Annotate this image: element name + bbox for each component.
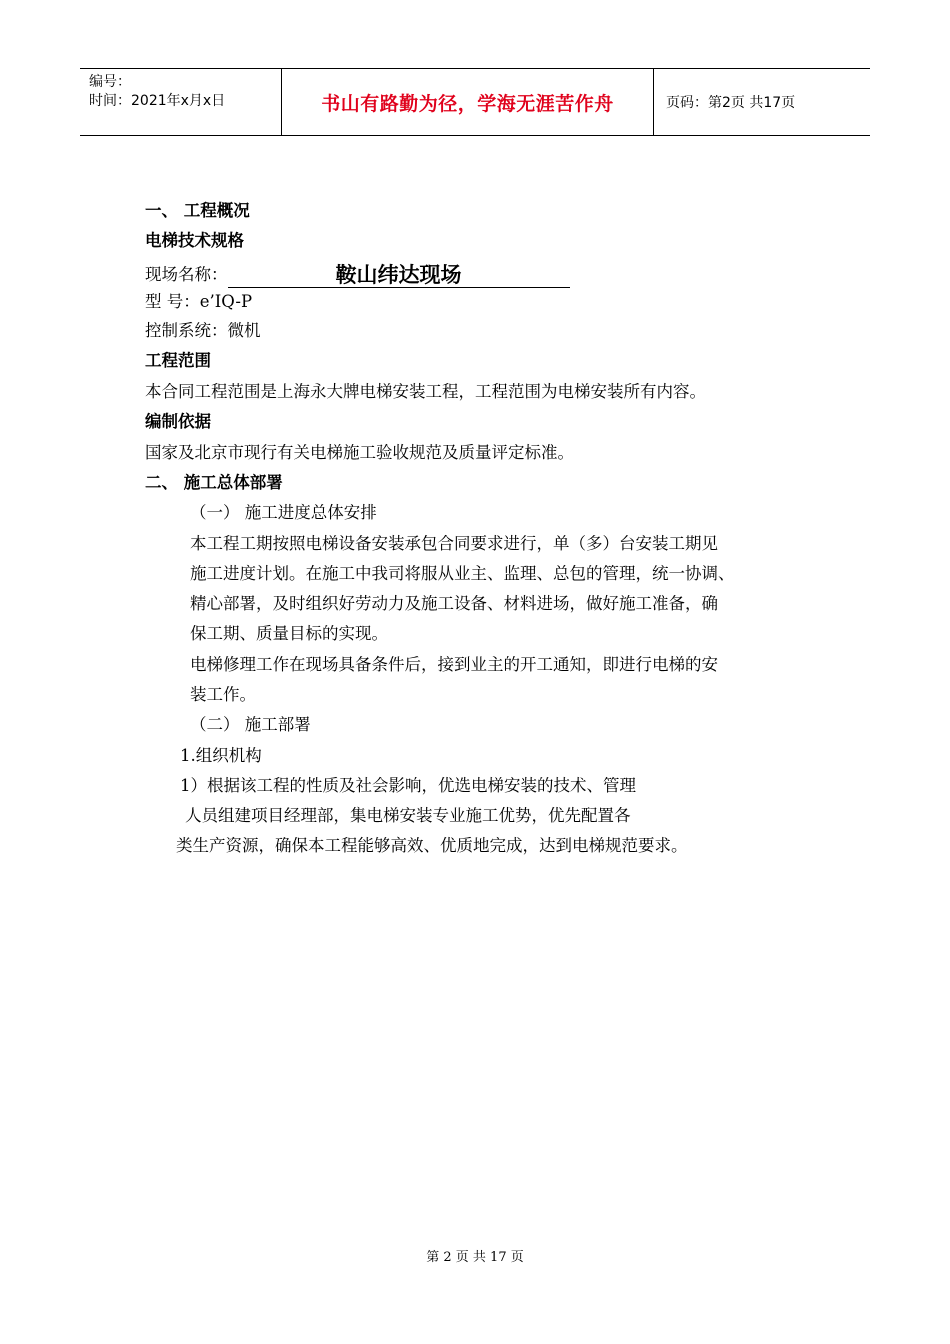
section-2-heading: 二、 施工总体部署 bbox=[145, 473, 283, 492]
header-meta bbox=[80, 69, 282, 135]
header-motto-cell bbox=[282, 69, 654, 135]
date-label: 时间：2021年x月x日 bbox=[89, 93, 226, 109]
motto-text: 书山有路勤为径，学海无涯苦作舟 bbox=[321, 92, 614, 115]
paragraph-3-line-3: 类生产资源，确保本工程能够高效、优质地完成，达到电梯规范要求。 bbox=[176, 836, 688, 855]
model-line: 型 号：e’IQ-P bbox=[145, 292, 253, 311]
section-1-heading: 一、 工程概况 bbox=[145, 201, 250, 220]
paragraph-2-line-1: 电梯修理工作在现场具备条件后，接到业主的开工通知，即进行电梯的安 bbox=[190, 655, 718, 674]
page-footer: 第 2 页 共 17 页 bbox=[426, 1250, 524, 1265]
paragraph-1-line-3: 精心部署，及时组织好劳动力及施工设备、材料进场，做好施工准备，确 bbox=[190, 594, 718, 613]
basis-heading: 编制依据 bbox=[145, 412, 211, 431]
paragraph-3-line-2: 人员组建项目经理部，集电梯安装专业施工优势，优先配置各 bbox=[185, 806, 631, 825]
paragraph-2-line-2: 装工作。 bbox=[190, 685, 256, 704]
paragraph-1-line-1: 本工程工期按照电梯设备安装承包合同要求进行，单（多）台安装工期见 bbox=[190, 534, 718, 553]
scope-heading: 工程范围 bbox=[145, 351, 211, 370]
basis-text: 国家及北京市现行有关电梯施工验收规范及质量评定标准。 bbox=[145, 443, 574, 462]
page-info-text: 页码：第2页 共17页 bbox=[666, 95, 796, 111]
page-header bbox=[80, 68, 870, 136]
sub-1-heading: （一） 施工进度总体安排 bbox=[190, 503, 377, 522]
paragraph-1-line-4: 保工期、质量目标的实现。 bbox=[190, 624, 388, 643]
paragraph-3-line-1: 1）根据该工程的性质及社会影响，优选电梯安装的技术、管理 bbox=[180, 776, 636, 795]
paragraph-1-line-2: 施工进度计划。在施工中我司将服从业主、监理、总包的管理，统一协调、 bbox=[190, 564, 735, 583]
site-name-row bbox=[145, 261, 570, 286]
org-heading: 1.组织机构 bbox=[180, 746, 262, 765]
spec-heading: 电梯技术规格 bbox=[145, 231, 244, 250]
sub-2-heading: （二） 施工部署 bbox=[190, 715, 311, 734]
scope-text: 本合同工程范围是上海永大牌电梯安装工程，工程范围为电梯安装所有内容。 bbox=[145, 382, 706, 401]
number-label: 编号： bbox=[89, 74, 131, 90]
header-page-info bbox=[654, 69, 870, 135]
site-label: 现场名称： bbox=[145, 265, 228, 284]
control-line: 控制系统：微机 bbox=[145, 321, 261, 340]
site-value: 鞍山纬达现场 bbox=[228, 263, 570, 288]
